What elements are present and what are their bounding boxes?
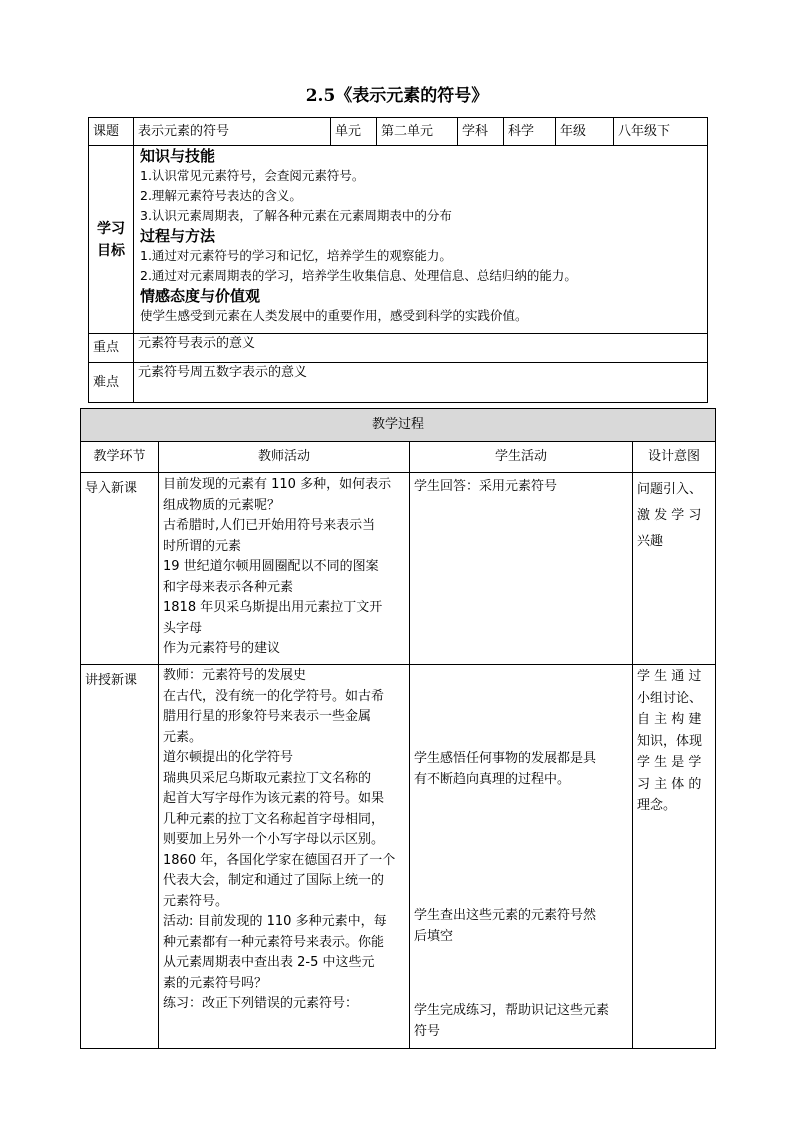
teacher-intro-line: 1818 年贝采乌斯提出用元素拉丁文开 xyxy=(163,600,383,615)
teacher-new-line: 元素符号。 xyxy=(163,893,229,909)
student-new-line: 符号 xyxy=(414,1023,441,1039)
key-value: 元素符号表示的意义 xyxy=(134,334,708,363)
teacher-new-line: 练习：改正下列错误的元素符号： xyxy=(163,996,359,1011)
goals-label-line1: 学习 xyxy=(97,220,125,237)
student-new-line: 学生查出这些元素的元素符号然 xyxy=(414,908,597,923)
intent-new-line: 自 主 构 建 xyxy=(637,712,702,727)
intent-new-line: 习 主 体 的 xyxy=(637,776,702,792)
difficulty-value: 元素符号周五数字表示的意义 xyxy=(134,363,708,403)
student-intro: 学生回答：采用元素符号 xyxy=(410,473,633,665)
teacher-new-line: 1860 年，各国化学家在德国召开了一个 xyxy=(163,852,396,868)
knowledge-item-3: 3.认识元素周期表，了解各种元素在元素周期表中的分布 xyxy=(140,208,452,223)
teacher-new-line: 活动: 目前发现的 110 多种元素中，每 xyxy=(163,914,387,929)
teacher-intro xyxy=(159,473,410,665)
intent-new xyxy=(633,665,716,1049)
student-new xyxy=(410,665,633,1049)
knowledge-item-2: 2.理解元素符号表达的含义。 xyxy=(140,188,302,203)
stage-intro: 导入新课 xyxy=(81,473,159,665)
teacher-intro-line: 头字母 xyxy=(163,620,203,636)
intent-new-line: 小组讨论、 xyxy=(637,690,703,706)
teacher-new-line: 元素。 xyxy=(163,729,203,745)
attitude-heading: 情感态度与价值观 xyxy=(140,287,261,305)
teacher-new-line: 几种元素的拉丁文名称起首字母相同， xyxy=(163,811,385,827)
teacher-new-line: 道尔顿提出的化学符号 xyxy=(163,750,294,765)
teacher-new-line: 瑞典贝采尼乌斯取元素拉丁文名称的 xyxy=(163,770,372,786)
process-item-2: 2.通过对元素周期表的学习，培养学生收集信息、处理信息、总结归纳的能力。 xyxy=(140,268,577,283)
teacher-new-line: 种元素都有一种元素符号来表示。你能 xyxy=(163,934,385,950)
student-new-line: 学生完成练习，帮助识记这些元素 xyxy=(414,1003,610,1018)
key-label: 重点 xyxy=(89,334,134,363)
teacher-intro-line: 目前发现的元素有 110 多种，如何表示 xyxy=(163,477,392,492)
knowledge-heading: 知识与技能 xyxy=(140,147,216,165)
knowledge-item-1: 1.认识常见元素符号，会查阅元素符号。 xyxy=(140,168,365,183)
intent-new-line: 学 生 通 过 xyxy=(637,669,702,684)
student-new-line: 后填空 xyxy=(414,928,454,944)
goals-cell xyxy=(134,146,708,334)
teacher-new-line: 教师：元素符号的发展史 xyxy=(163,668,307,683)
teacher-new-line: 从元素周期表中查出表 2-5 中这些元 xyxy=(163,955,375,970)
process-banner: 教学过程 xyxy=(81,409,716,442)
teacher-new-line: 则要加上另外一个小写字母以示区别。 xyxy=(163,832,385,847)
col-header-stage: 教学环节 xyxy=(81,442,159,473)
col-header-teacher: 教师活动 xyxy=(159,442,410,473)
intent-intro-line: 兴趣 xyxy=(637,534,664,549)
teacher-intro-line: 19 世纪道尔顿用圆圈配以不同的图案 xyxy=(163,559,379,574)
teacher-intro-line: 作为元素符号的建议 xyxy=(163,641,281,656)
subject-value: 科学 xyxy=(504,118,556,146)
student-new-line: 学生感悟任何事物的发展都是具 xyxy=(414,751,597,766)
teacher-intro-line: 时所谓的元素 xyxy=(163,538,242,554)
goals-label xyxy=(89,146,134,334)
student-new-line: 有不断趋向真理的过程中。 xyxy=(414,771,571,787)
subject-label: 学科 xyxy=(458,118,504,146)
difficulty-label: 难点 xyxy=(89,363,134,403)
unit-value: 第二单元 xyxy=(377,118,458,146)
grade-value: 八年级下 xyxy=(614,118,708,146)
col-header-intent: 设计意图 xyxy=(633,442,716,473)
intent-intro xyxy=(633,473,716,665)
intent-new-line: 理念。 xyxy=(637,798,677,813)
teacher-new-line: 腊用行星的形象符号来表示一些金属 xyxy=(163,709,372,724)
intent-intro-line: 问题引入、 xyxy=(637,482,703,497)
document-title: 2.5《表示元素的符号》 xyxy=(305,86,489,106)
spacer xyxy=(414,790,628,906)
teacher-new-line: 在古代，没有统一的化学符号。如古希 xyxy=(163,688,385,704)
course-value: 表示元素的符号 xyxy=(134,118,331,146)
course-label: 课题 xyxy=(89,118,134,146)
teaching-process-table xyxy=(80,408,716,1049)
process-item-1: 1.通过对元素符号的学习和记忆，培养学生的观察能力。 xyxy=(140,248,452,263)
teacher-new-line: 代表大会，制定和通过了国际上统一的 xyxy=(163,873,385,888)
grade-label: 年级 xyxy=(556,118,614,146)
teacher-intro-line: 和字母来表示各种元素 xyxy=(163,579,294,595)
goals-label-line2: 目标 xyxy=(97,242,125,259)
teacher-intro-line: 组成物质的元素呢？ xyxy=(163,497,281,513)
teacher-new-line: 素的元素符号吗？ xyxy=(163,975,268,991)
intent-intro-line: 激 发 学 习 xyxy=(637,508,702,523)
intent-new-line: 学 生 是 学 xyxy=(637,755,702,770)
lesson-info-table xyxy=(88,117,708,403)
attitude-item-1: 使学生感受到元素在人类发展中的重要作用，感受到科学的实践价值。 xyxy=(140,308,528,323)
spacer xyxy=(414,665,628,749)
teacher-new-line: 起首大写字母作为该元素的符号。如果 xyxy=(163,791,385,806)
col-header-student: 学生活动 xyxy=(410,442,633,473)
stage-new: 讲授新课 xyxy=(81,665,159,1049)
process-heading: 过程与方法 xyxy=(140,227,216,245)
teacher-new xyxy=(159,665,410,1049)
spacer xyxy=(414,947,628,1001)
intent-new-line: 知识，体现 xyxy=(637,733,703,749)
unit-label: 单元 xyxy=(331,118,377,146)
teacher-intro-line: 古希腊时,人们已开始用符号来表示当 xyxy=(163,518,376,533)
